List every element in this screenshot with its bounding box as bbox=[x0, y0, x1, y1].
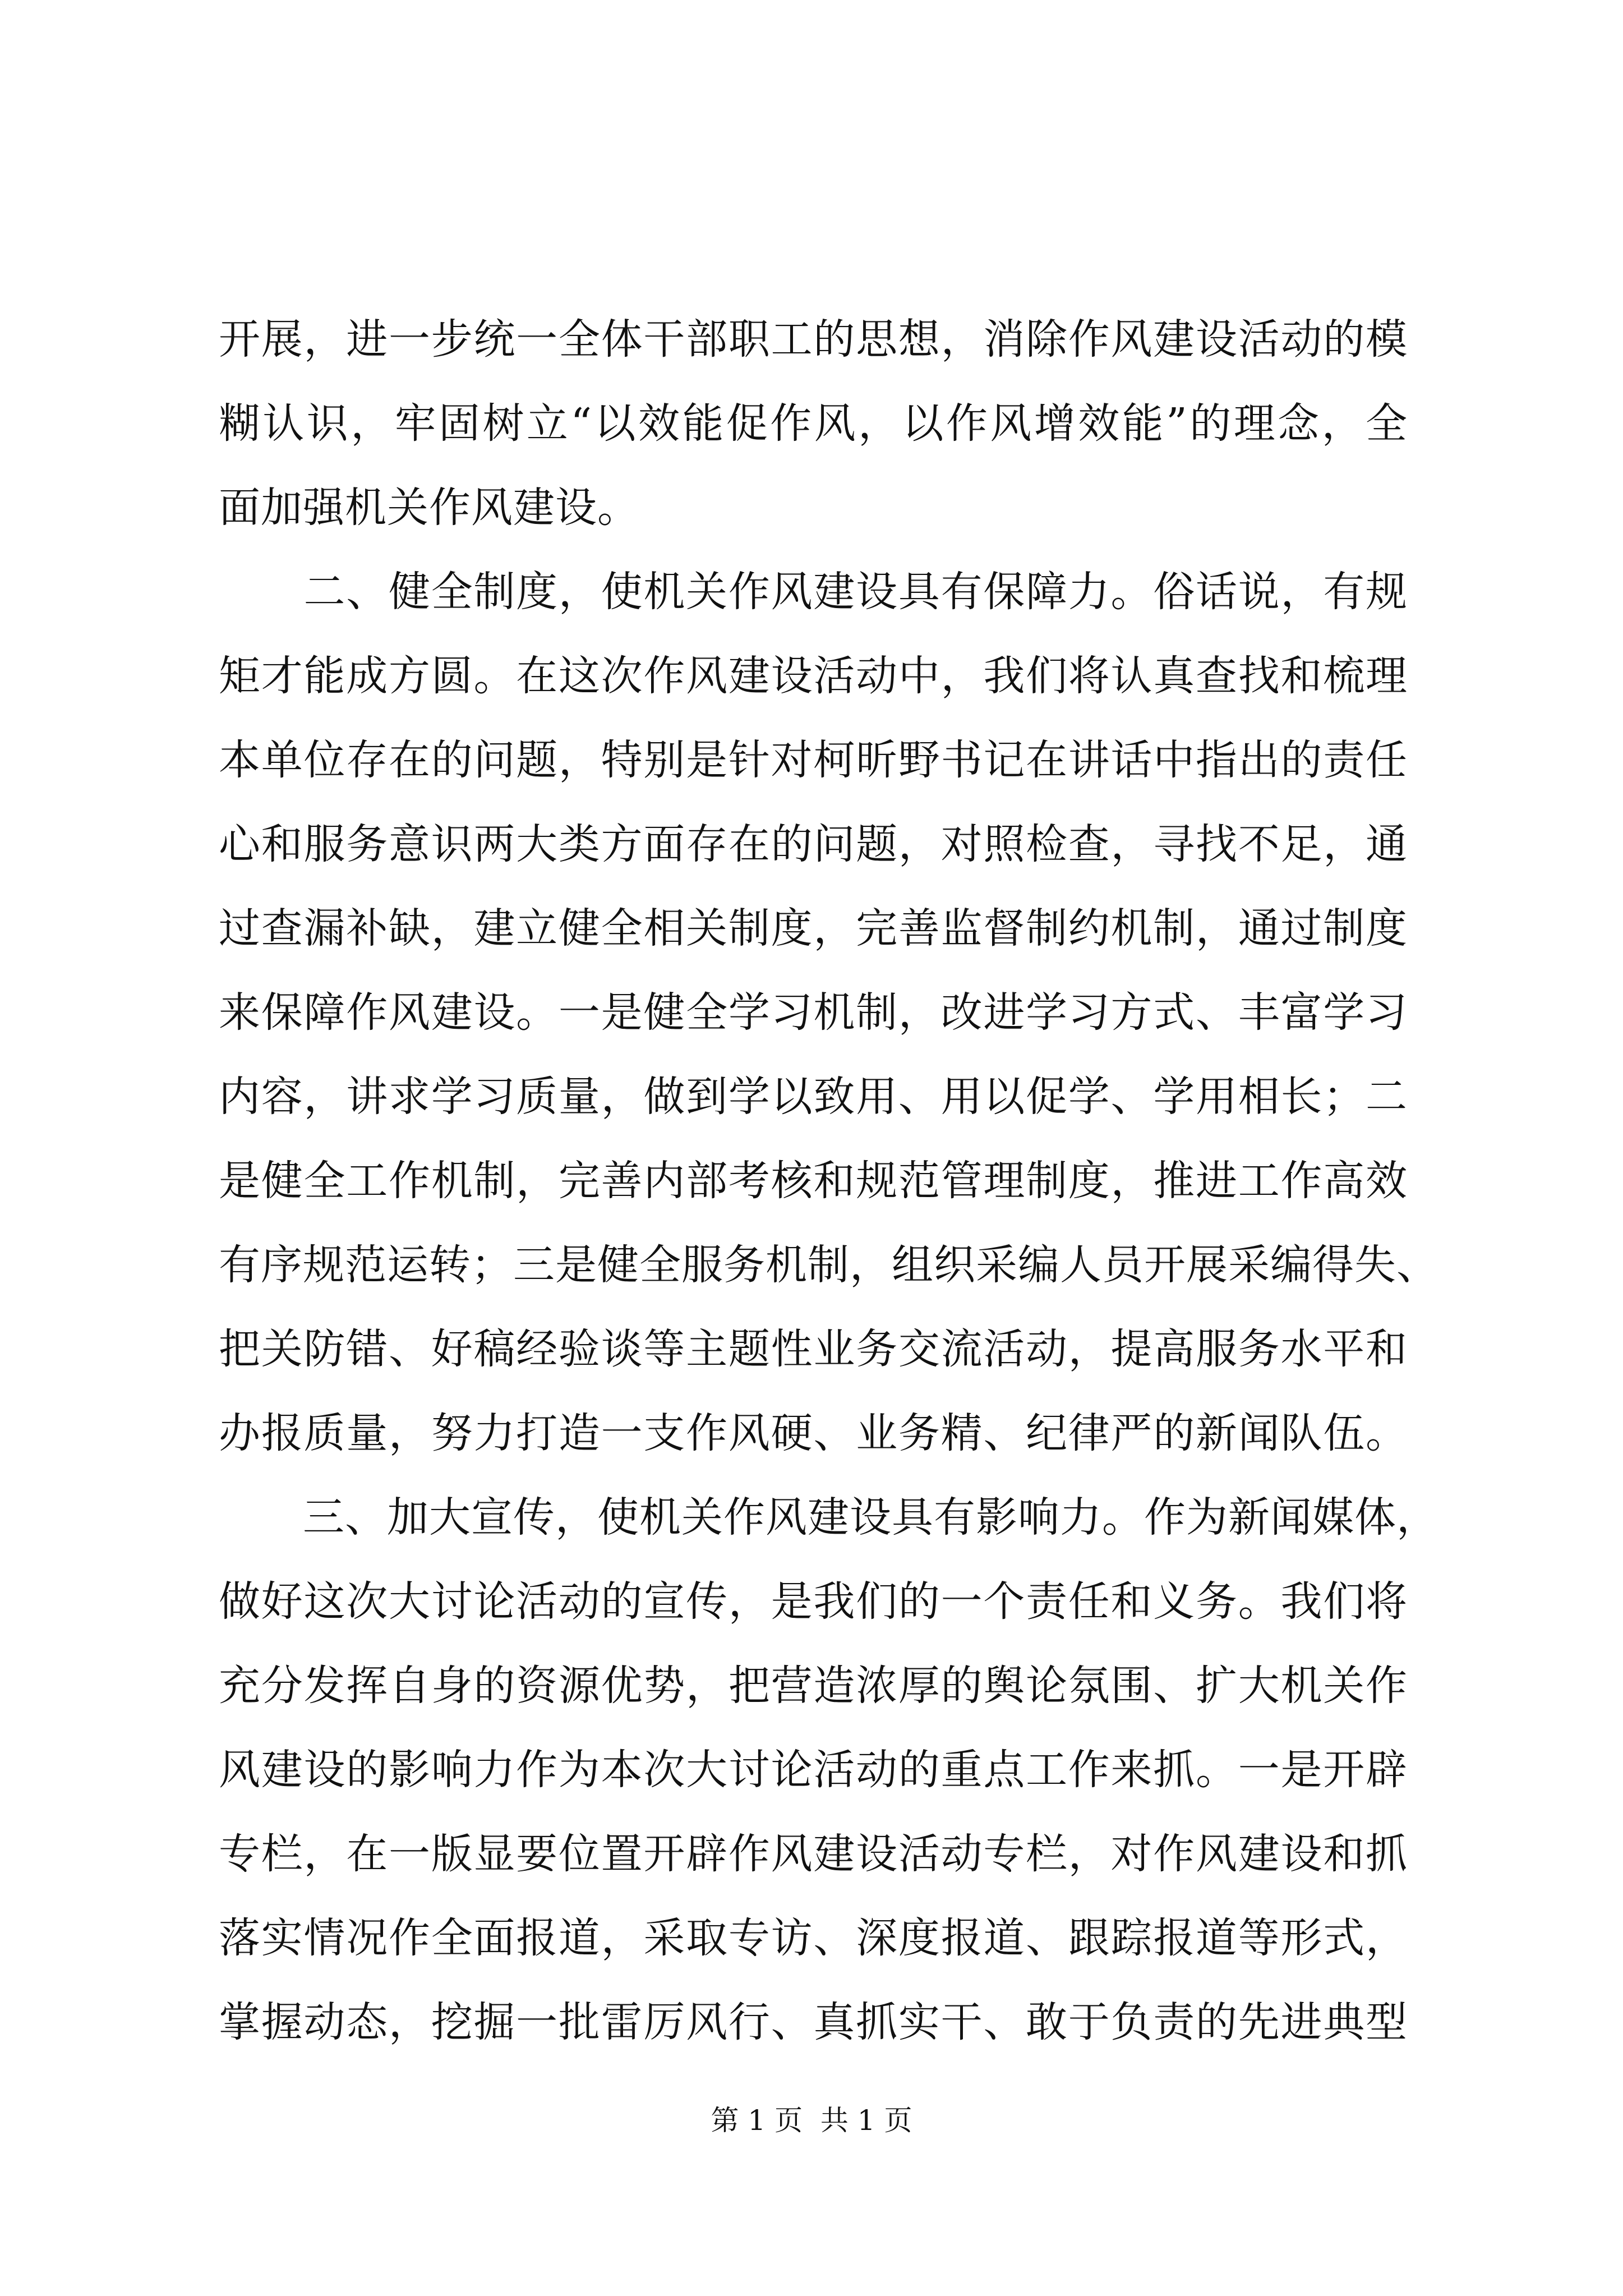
body-line: 糊认识，牢固树立“以效能促作风，以作风增效能”的理念，全 bbox=[219, 399, 1408, 448]
body-line: 是健全工作机制，完善内部考核和规范管理制度，推进工作高效 bbox=[219, 1157, 1408, 1205]
body-line: 专栏，在一版显要位置开辟作风建设活动专栏，对作风建设和抓 bbox=[219, 1830, 1408, 1878]
body-line: 风建设的影响力作为本次大讨论活动的重点工作来抓。一是开辟 bbox=[219, 1746, 1408, 1794]
page-number-footer: 第 1 页 共 1 页 bbox=[711, 2104, 912, 2137]
body-line: 面加强机关作风建设。 bbox=[219, 484, 639, 532]
body-line: 三、加大宣传，使机关作风建设具有影响力。作为新闻媒体， bbox=[219, 1493, 1438, 1542]
body-line: 落实情况作全面报道，采取专访、深度报道、跟踪报道等形式， bbox=[219, 1914, 1408, 1962]
body-line: 办报质量，努力打造一支作风硬、业务精、纪律严的新闻队伍。 bbox=[219, 1409, 1408, 1457]
body-line: 做好这次大讨论活动的宣传，是我们的一个责任和义务。我们将 bbox=[219, 1577, 1408, 1626]
body-line: 本单位存在的问题，特别是针对柯昕野书记在讲话中指出的责任 bbox=[219, 736, 1408, 784]
body-line: 把关防错、好稿经验谈等主题性业务交流活动，提高服务水平和 bbox=[219, 1325, 1408, 1373]
body-line: 充分发挥自身的资源优势，把营造浓厚的舆论氛围、扩大机关作 bbox=[219, 1662, 1408, 1710]
body-line: 二、健全制度，使机关作风建设具有保障力。俗话说，有规 bbox=[219, 568, 1408, 616]
body-line: 心和服务意识两大类方面存在的问题，对照检查，寻找不足，通 bbox=[219, 820, 1408, 868]
body-line: 内容，讲求学习质量，做到学以致用、用以促学、学用相长；二 bbox=[219, 1073, 1408, 1121]
body-line: 掌握动态，挖掘一批雷厉风行、真抓实干、敢于负责的先进典型 bbox=[219, 1998, 1408, 2046]
body-line: 矩才能成方圆。在这次作风建设活动中，我们将认真查找和梳理 bbox=[219, 652, 1408, 700]
body-line: 开展，进一步统一全体干部职工的思想，消除作风建设活动的模 bbox=[219, 315, 1408, 364]
body-line: 来保障作风建设。一是健全学习机制，改进学习方式、丰富学习 bbox=[219, 988, 1408, 1037]
body-line: 过查漏补缺，建立健全相关制度，完善监督制约机制，通过制度 bbox=[219, 904, 1408, 953]
body-line: 有序规范运转；三是健全服务机制，组织采编人员开展采编得失、 bbox=[219, 1241, 1438, 1289]
